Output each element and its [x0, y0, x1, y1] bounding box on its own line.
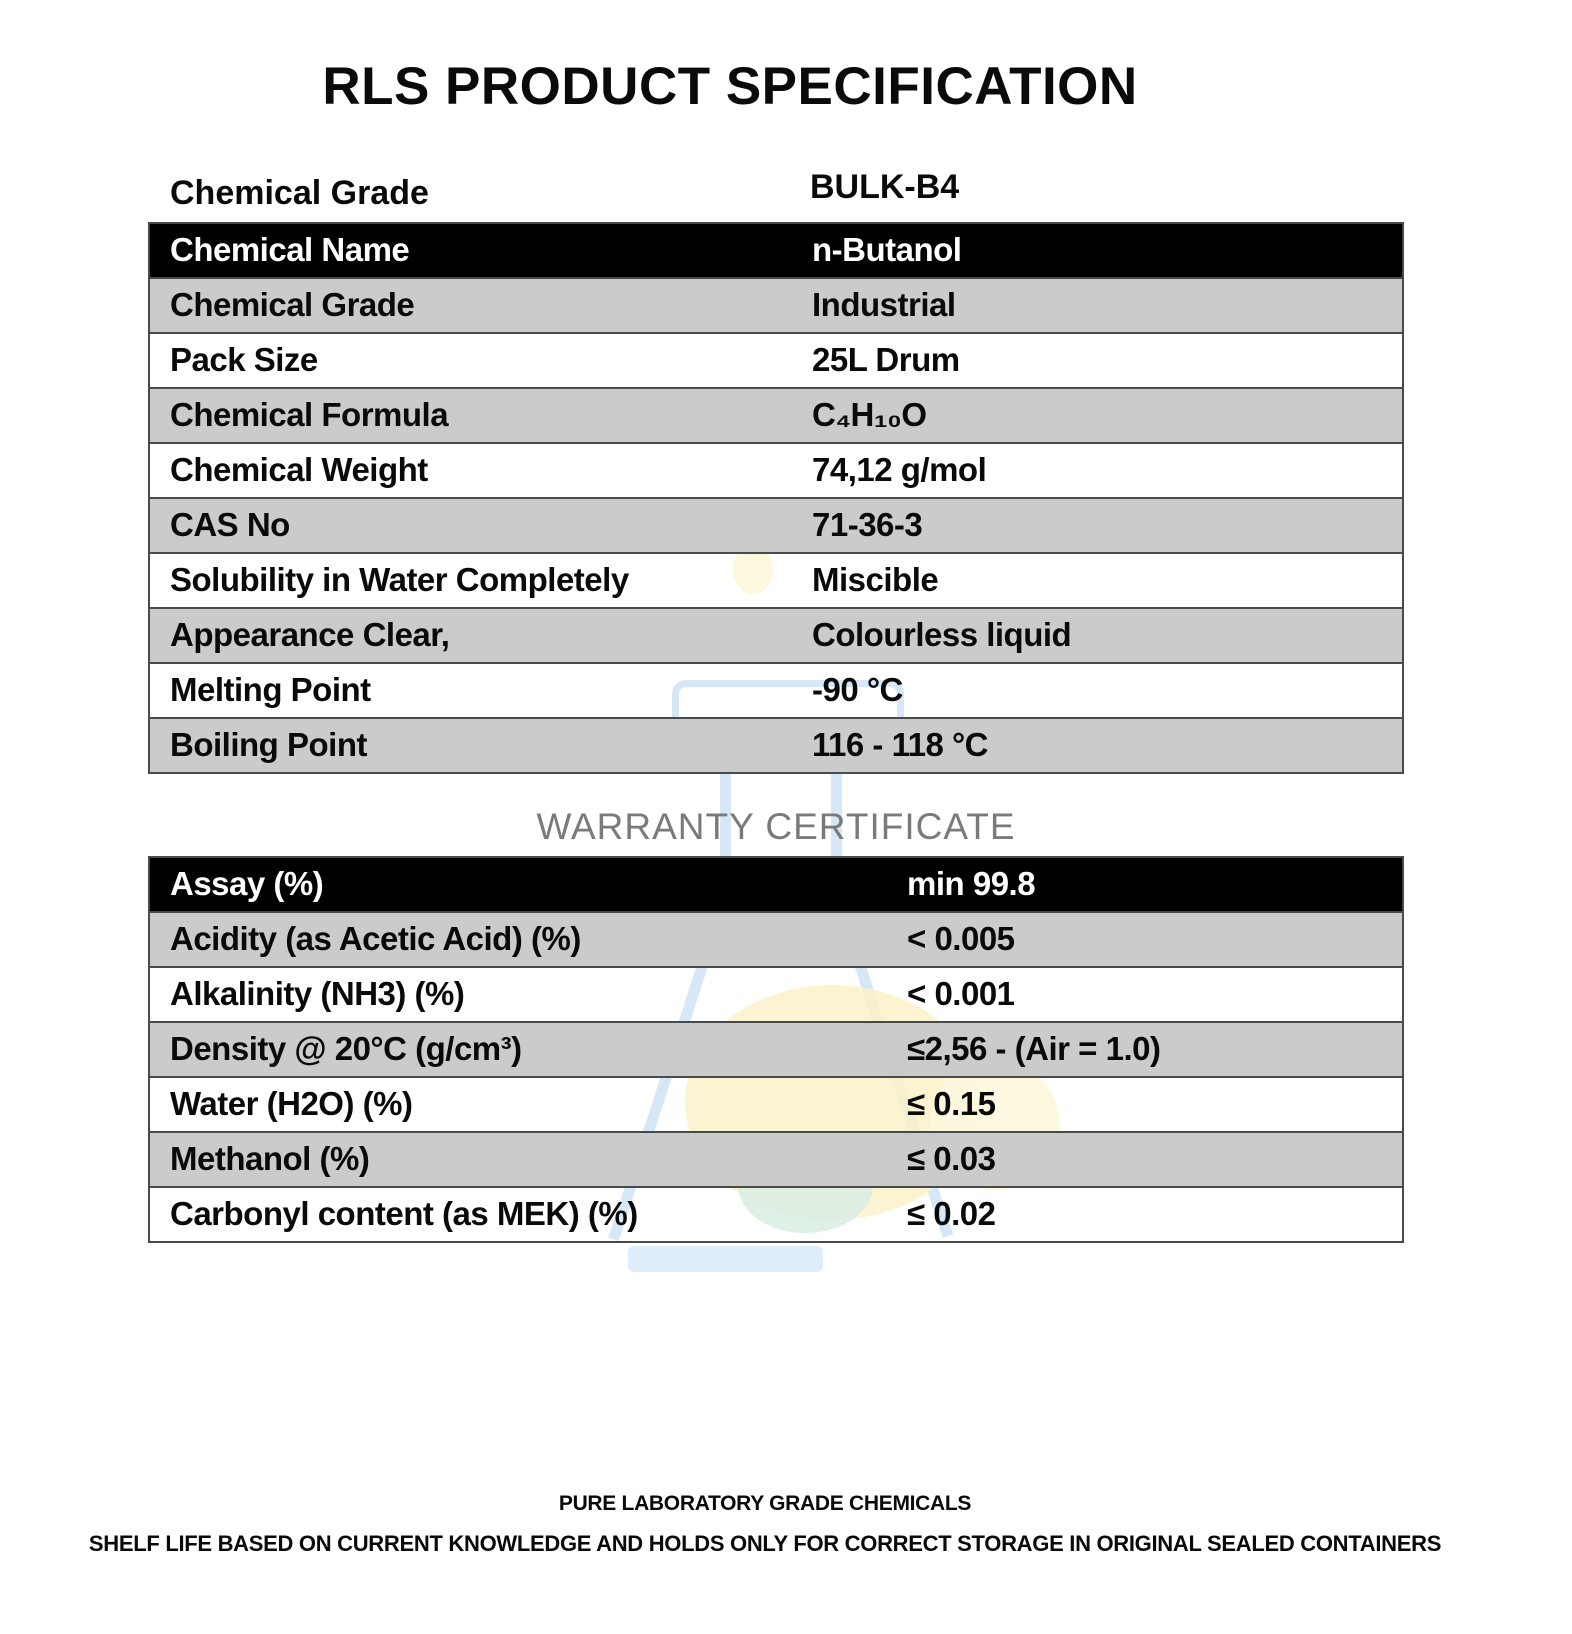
page-title: RLS PRODUCT SPECIFICATION — [322, 57, 1138, 116]
table-row — [150, 719, 1402, 772]
row-label: Methanol (%) — [170, 1139, 370, 1177]
row-label: Density @ 20°C (g/cm³) — [170, 1029, 522, 1067]
row-label: Acidity (as Acetic Acid) (%) — [170, 919, 581, 957]
footer-line-2: SHELF LIFE BASED ON CURRENT KNOWLEDGE AND HOLDS ONLY FOR CORRECT STORAGE IN ORIGINAL SEALED CONTAINERS — [88, 1531, 1442, 1556]
table-row — [150, 554, 1402, 609]
table-row — [150, 913, 1402, 968]
row-label: Alkalinity (NH3) (%) — [170, 974, 465, 1012]
table-row — [150, 664, 1402, 719]
table-row — [150, 279, 1402, 334]
row-value: ≤ 0.15 — [907, 1084, 996, 1122]
row-label: Chemical Weight — [170, 450, 428, 488]
table-row — [150, 968, 1402, 1023]
row-label: Solubility in Water Completely — [170, 560, 629, 598]
row-value: < 0.005 — [907, 919, 1015, 957]
row-value: Miscible — [812, 560, 939, 598]
table-row — [150, 1078, 1402, 1133]
table-row — [150, 1133, 1402, 1188]
row-value: ≤ 0.03 — [907, 1139, 996, 1177]
row-label: Pack Size — [170, 340, 318, 378]
row-label: Boiling Point — [170, 725, 367, 763]
row-label: Assay (%) — [170, 864, 324, 902]
table-row — [150, 1188, 1402, 1241]
preheader-value: BULK-B4 — [810, 168, 960, 206]
table-row — [150, 1023, 1402, 1078]
row-value: 71-36-3 — [812, 505, 923, 543]
footer-line-1: PURE LABORATORY GRADE CHEMICALS — [558, 1492, 972, 1515]
table-row — [150, 609, 1402, 664]
warranty-certificate-table — [148, 856, 1404, 1243]
row-value: ≤ 0.02 — [907, 1194, 996, 1232]
row-label: Chemical Name — [170, 230, 410, 268]
row-value: Colourless liquid — [812, 615, 1072, 653]
warranty-certificate-heading: WARRANTY CERTIFICATE — [536, 806, 1016, 847]
row-value: Industrial — [812, 285, 956, 323]
preheader-label: Chemical Grade — [170, 174, 429, 212]
row-label: CAS No — [170, 505, 290, 543]
row-value: min 99.8 — [907, 864, 1036, 902]
row-label: Appearance Clear, — [170, 615, 450, 653]
row-label: Chemical Grade — [170, 285, 415, 323]
row-label: Chemical Formula — [170, 395, 449, 433]
row-value: 116 - 118 °C — [812, 725, 988, 763]
table-row — [150, 389, 1402, 444]
chemical-grade-header — [148, 166, 1404, 220]
row-value: < 0.001 — [907, 974, 1015, 1012]
row-label: Melting Point — [170, 670, 371, 708]
flask-base-band — [628, 1246, 823, 1272]
table-row — [150, 499, 1402, 554]
row-value: ≤2,56 - (Air = 1.0) — [907, 1029, 1161, 1067]
table-row — [150, 444, 1402, 499]
row-value: C₄H₁₀O — [812, 395, 927, 433]
product-spec-table — [148, 222, 1404, 774]
row-value: 74,12 g/mol — [812, 450, 987, 488]
table-row — [150, 224, 1402, 279]
row-value: 25L Drum — [812, 340, 960, 378]
row-value: n-Butanol — [812, 230, 962, 268]
row-value: -90 °C — [812, 670, 903, 708]
row-label: Carbonyl content (as MEK) (%) — [170, 1194, 638, 1232]
table-row — [150, 334, 1402, 389]
row-label: Water (H2O) (%) — [170, 1084, 413, 1122]
table-row — [150, 858, 1402, 913]
